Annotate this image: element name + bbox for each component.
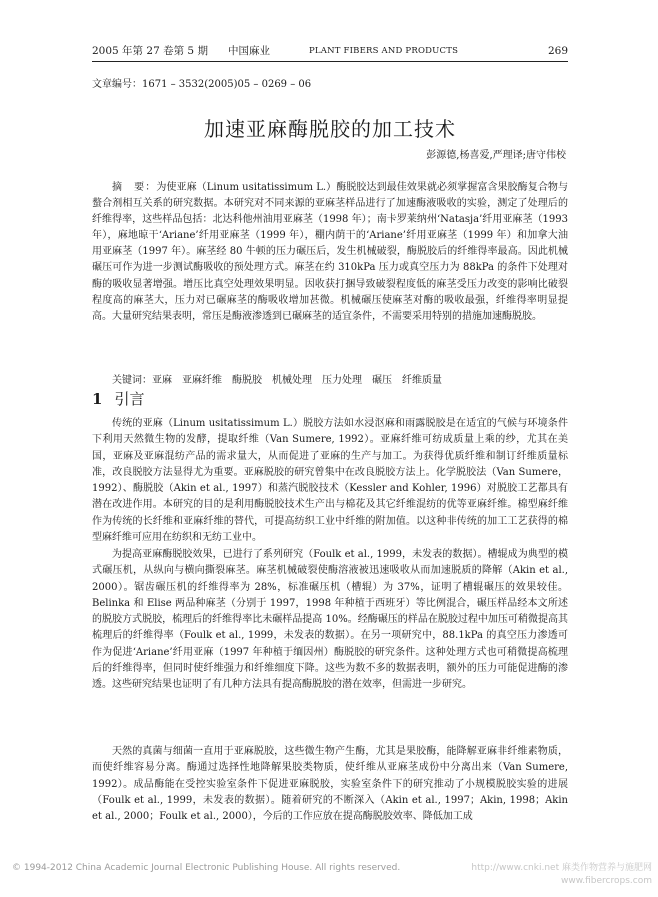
abstract [92,180,568,325]
authors: 彭源德,杨喜爱,严理译;唐守伟校 [426,150,566,161]
running-header [92,43,568,59]
journal-name-en: PLANT FIBERS AND PRODUCTS [309,46,459,56]
cnki-link[interactable]: http://www.cnki.net [471,863,560,873]
article-title: 加速亚麻酶脱胶的加工技术 [204,117,456,141]
section-title: 引言 [114,390,145,408]
abstract-text: 为使亚麻（Linum usitatissimum L.）酶脱胶达到最佳效果就必须掌握富含果胶酶复合物与螯合剂相互关系的研究数据。本研究对不同来源的亚麻茎样品进行了加速酶液吸收的实验，测定了处理后的纤维得率，这些样品包括：北达科他州油用亚麻茎（1998 年）；南卡罗莱纳州‘Natasja’纤用亚麻茎（1993 年），麻地晾干‘Ariane’纤用亚麻茎（1999 年），棚内荫干的‘Ariane’纤用亚麻茎（1999 年）和加拿大油用亚麻茎（1997 年）。麻茎经 80 牛顿的压力碾压后，发生机械破裂，酶脱胶后的纤维得率最高。因此机械碾压可作为进一步测试酶吸收的预处理方式。麻茎在约 310kPa 压力或真空压力为 88kPa 的条件下处理对酶的吸收显著增强。增压比真空处理效果明显。因收获打捆导致破裂程度低的麻茎受压力改变的影响比破裂程度高的麻茎大，压力对已碾麻茎的酶吸收增加甚微。机械碾压使麻茎对酶的吸收最强，纤维得率明显提高。大量研究结果表明，常压是酶液渗透到已碾麻茎的适宜条件，不需要采用特别的措施加速酶脱胶。 [92,182,569,322]
article-number: 文章编号：1671 – 3532(2005)05 – 0269 – 06 [92,79,312,90]
abstract-label: 摘 要： [112,182,157,193]
body-paragraph: 为提高亚麻酶脱胶效果，已进行了系列研究（Foulk et al., 1999，未发表的数据）。槽辊成为典型的模式碾压机，从纵向与横向撕裂麻茎。麻茎机械破裂使酶溶液被迅速吸收从而加速脱质的降解（Akin et al., 2000）。锯齿碾压机的纤维得率为 28%，标准碾压机（槽辊）为 37%，证明了槽辊碾压的效果较佳。Belinka 和 Elise 两品种麻茎（分别于 1997，1998 年种植于西班牙）等比例混合，碾压样品经本文所述的脱胶方式脱胶，梳理后的纤维得率比未碾样品提高 10%。经酶碾压的样品在脱胶过程中加压可稍微提高其梳理后的纤维得率（Foulk et al., 1999，未发表的数据）。在另一项研究中，88.1kPa 的真空压力渗透可作为促进‘Ariane’纤用亚麻（1997 年种植于缅因州）酶脱胶的研究条件。这种处理方式也可稍微提高梳理后的纤维得率，但同时使纤维强力和纤维细度下降。这些为数不多的数据表明，额外的压力可能促进酶的渗透。这些研究结果也证明了有几种方法具有提高酶脱胶的潜在效率，但需进一步研究。 [92,549,568,691]
journal-name-cn: 中国麻业 [228,45,270,57]
keywords-label: 关键词： [112,375,152,386]
body-paragraph: 传统的亚麻（Linum usitatissimum L.）脱胶方法如水浸沤麻和雨露脱胶是在适宜的气候与环境条件下利用天然微生物的发酵，提取纤维（Van Sumere, 1992）。亚麻纤维可纺成质量上乘的纱，尤其在美国，亚麻及亚麻混纺产品的需求量大，从而促进了亚麻的生产与加工。为获得优质纤维和制订纤维质量标准，改良脱胶方法显得尤为重要。亚麻脱胶的研究曾集中在改良脱胶方法上。化学脱胶法（Van Sumere，1992）、酶脱胶（Akin et al., 1997）和蒸汽脱胶技术（Kessler and Kohler, 1996）对脱胶工艺都具有潜在改进作用。本研究的目的是利用酶脱胶技术生产出与棉花及其它纤维混纺的优等亚麻纤维。棉型麻纤维作为传统的长纤维和亚麻纤维的替代，可提高纺织工业中纤维的附加值。以这种非传统的加工工艺获得的棉型麻纤维可应用在纺织和无纺工业中。 [92,418,568,544]
keywords [92,374,568,388]
footer-url-line [471,862,652,874]
copyright-notice: © 1994-2012 China Academic Journal Electronic Publishing House. All rights reserved. [12,863,401,873]
watermark-cn: 麻类作物营养与施肥网 [561,863,652,873]
section-number: 1 [92,390,103,408]
keywords-text: 亚麻 亚麻纤维 酶脱胶 机械处理 压力处理 碾压 纤维质量 [152,375,442,386]
body-paragraph: 天然的真菌与细菌一直用于亚麻脱胶，这些微生物产生酶，尤其是果胶酶，能降解亚麻非纤维素物质，而使纤维容易分离。酶通过选择性地降解果胶类物质，使纤维从亚麻茎成份中分离出来（Van Sumere, 1992）。成品酶能在受控实验室条件下促进亚麻脱胶，实验室条件下的研究推动了小规模脱胶实验的进展（Foulk et al., 1999，未发表的数据）。随着研究的不断深入（Akin et al., 1997；Akin, 1998；Akin et al., 2000；Foulk et al., 2000），今后的工作应放在提高酶脱胶效率、降低加工成 [92,746,568,823]
section-heading [92,389,144,409]
issue-info: 2005 年第 27 卷第 5 期 [92,45,208,57]
watermark-url: www.fibercrops.com [561,876,652,886]
header-rule [92,61,568,62]
page-number: 269 [547,45,568,57]
